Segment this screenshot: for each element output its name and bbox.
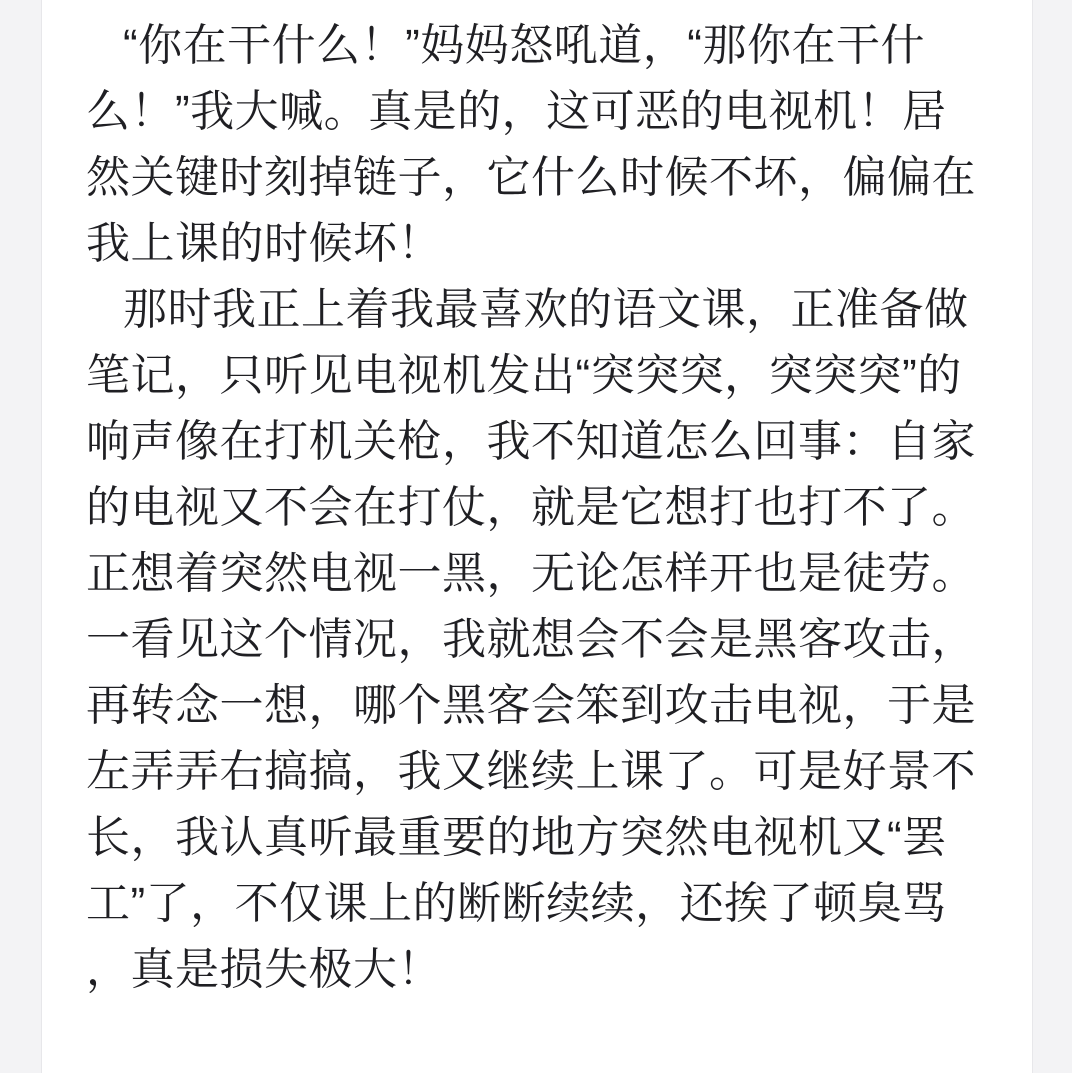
essay-text: [42, 0, 1032, 1003]
text-line: 左弄弄右搞搞，我又继续上课了。可是好景不: [86, 747, 976, 796]
text-line: 再转念一想，哪个黑客会笨到攻击电视，于是: [86, 681, 976, 730]
text-line: 笔记，只听见电视机发出“突突突，突突突”的: [86, 351, 962, 400]
text-line: 然关键时刻掉链子，它什么时候不坏，偏偏在: [86, 153, 976, 202]
text-line: 我上课的时候坏！: [86, 219, 442, 268]
text-line: 长，我认真听最重要的地方突然电视机又“罢: [86, 813, 947, 862]
text-line: 一看见这个情况，我就想会不会是黑客攻击，: [86, 615, 976, 664]
text-line: “你在干什么！”妈妈怒吼道，“那你在干什: [123, 21, 925, 70]
document-page: [41, 0, 1033, 1073]
text-line: 么！”我大喊。真是的，这可恶的电视机！居: [86, 87, 947, 136]
text-line: ，真是损失极大！: [86, 945, 442, 994]
right-gutter: [1033, 0, 1072, 1073]
text-line: 正想着突然电视一黑，无论怎样开也是徒劳。: [86, 549, 976, 598]
text-line: 响声像在打机关枪，我不知道怎么回事：自家: [86, 417, 976, 466]
left-gutter: [0, 0, 41, 1073]
text-line: 工”了，不仅课上的断断续续，还挨了顿臭骂: [86, 879, 947, 928]
text-line: 的电视又不会在打仗，就是它想打也打不了。: [86, 483, 976, 532]
text-line: 那时我正上着我最喜欢的语文课，正准备做: [123, 285, 969, 334]
